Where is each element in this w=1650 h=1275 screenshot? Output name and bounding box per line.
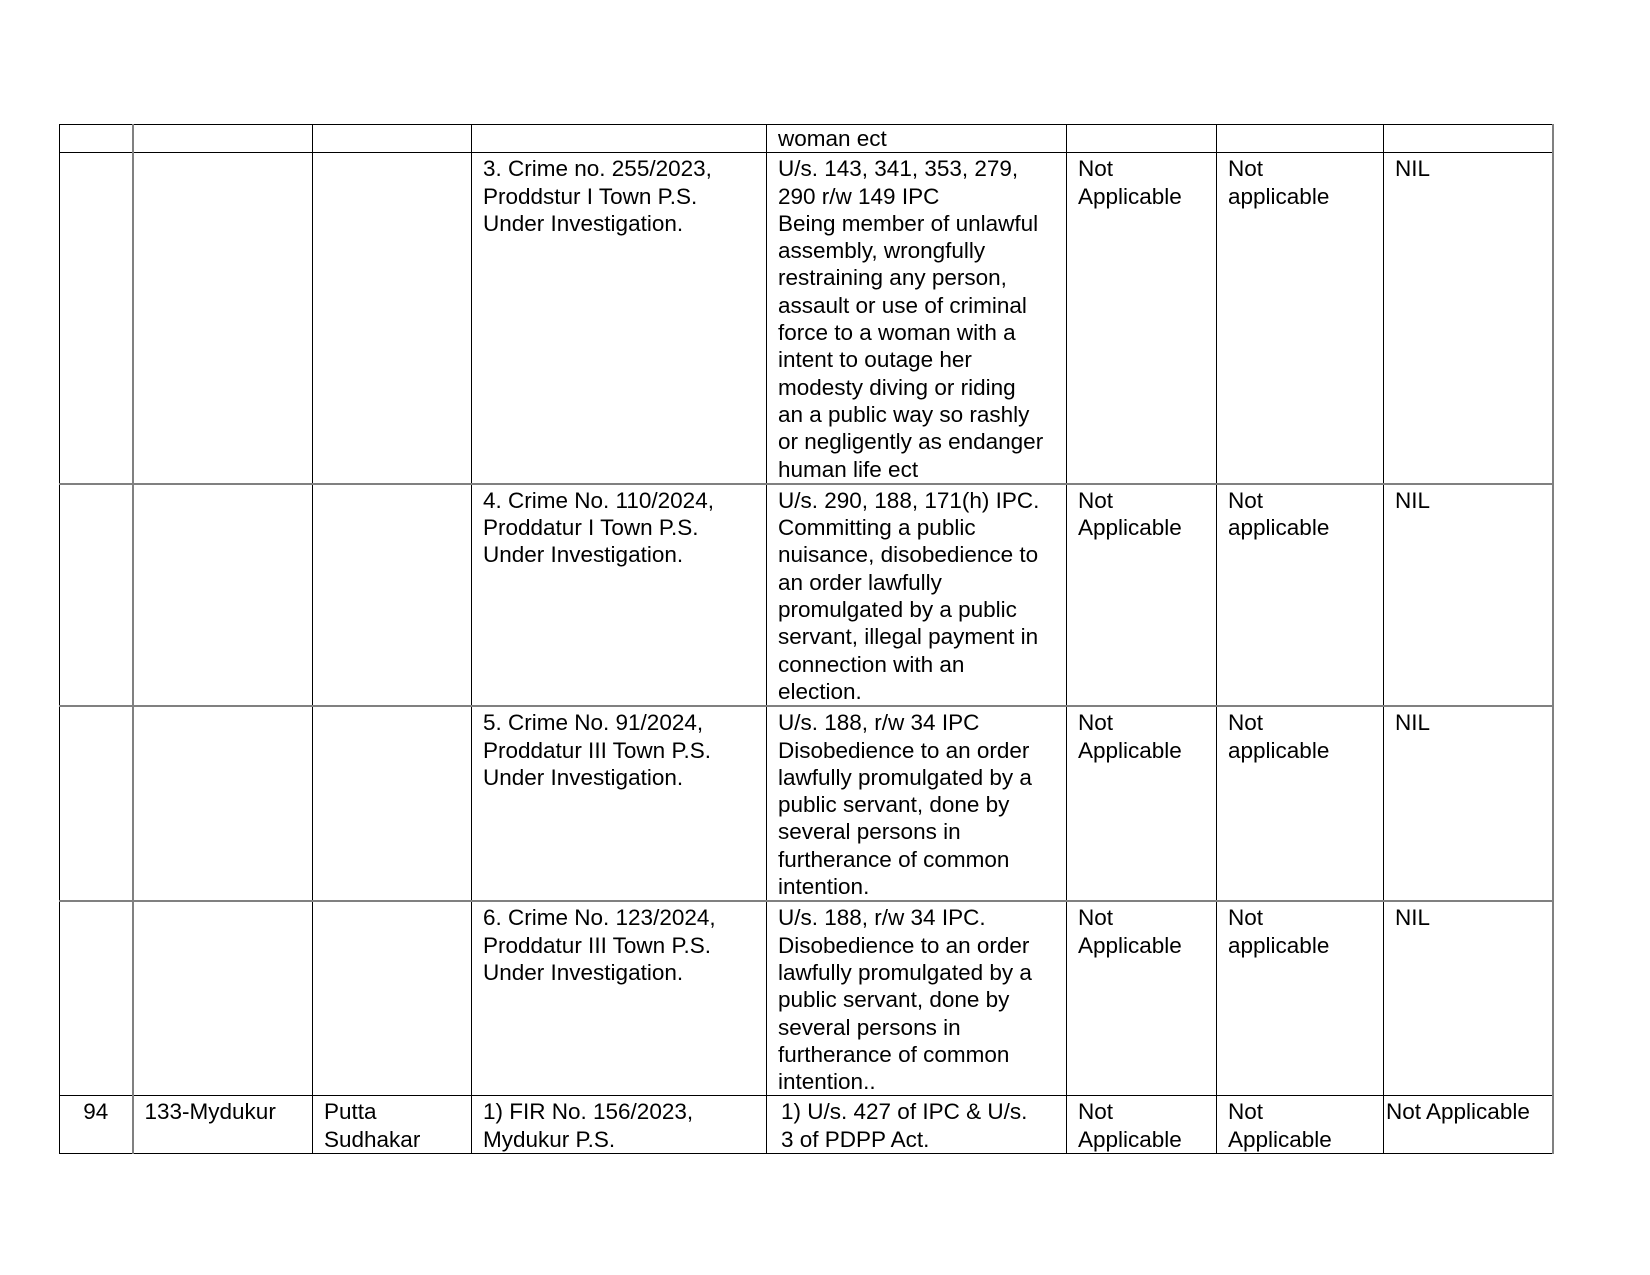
sections-cell bbox=[767, 125, 1067, 153]
col7-text: Not applicable bbox=[1228, 487, 1330, 541]
col8-cell bbox=[1384, 125, 1553, 153]
sections-text: woman ect bbox=[778, 126, 887, 151]
col7-text bbox=[1217, 125, 1383, 127]
case-cell bbox=[472, 153, 767, 484]
serial-number bbox=[60, 902, 132, 904]
candidate-name bbox=[313, 707, 471, 709]
col7-text: Not applicable bbox=[1228, 905, 1330, 958]
col8-text: NIL bbox=[1395, 156, 1431, 182]
candidate-cell bbox=[313, 153, 472, 484]
serial-cell bbox=[60, 153, 133, 484]
col6-cell bbox=[1067, 901, 1217, 1096]
case-cell bbox=[472, 706, 767, 901]
serial-number bbox=[60, 125, 132, 127]
col6-text: Not Applicable bbox=[1078, 710, 1182, 763]
criminal-cases-table bbox=[59, 124, 1554, 1154]
col8-text bbox=[1384, 125, 1552, 127]
col6-cell bbox=[1067, 706, 1217, 901]
candidate-cell bbox=[313, 125, 472, 153]
col8-cell bbox=[1384, 706, 1553, 901]
sections-text: U/s. 143, 341, 353, 279, 290 r/w 149 IPC Being member of unlawful assembly, wrongfully restraining any person, assault or use of criminal force to a woman with a intent to outage her modesty diving or riding an a public way so rashly or negligently as endanger human life ect bbox=[778, 156, 1044, 482]
col8-cell bbox=[1384, 484, 1553, 706]
serial-cell bbox=[60, 125, 133, 153]
sections-cell bbox=[767, 484, 1067, 706]
sections-text: U/s. 188, r/w 34 IPC. Disobedience to an order lawfully promulgated by a public servant, done by several persons in furtherance of common intention.. bbox=[778, 905, 1032, 1095]
serial-cell bbox=[60, 484, 133, 706]
case-details: 3. Crime no. 255/2023, Proddstur I Town P.S. Under Investigation. bbox=[483, 156, 712, 236]
case-details: 5. Crime No. 91/2024, Proddatur III Town P.S. Under Investigation. bbox=[483, 710, 712, 790]
candidate-cell bbox=[313, 706, 472, 901]
case-cell bbox=[472, 125, 767, 153]
case-details bbox=[472, 125, 766, 127]
serial-cell bbox=[60, 1096, 133, 1154]
col7-cell bbox=[1217, 1096, 1384, 1154]
sections-cell bbox=[767, 153, 1067, 484]
constituency-cell bbox=[133, 153, 313, 484]
serial-number bbox=[60, 485, 132, 487]
case-cell bbox=[472, 901, 767, 1096]
sections-text: 1) U/s. 427 of IPC & U/s. 3 of PDPP Act. bbox=[781, 1099, 1028, 1152]
constituency-cell bbox=[133, 125, 313, 153]
candidate-name bbox=[313, 902, 471, 904]
candidate-cell bbox=[313, 484, 472, 706]
constituency-cell bbox=[133, 901, 313, 1096]
col8-cell bbox=[1384, 901, 1553, 1096]
serial-cell bbox=[60, 706, 133, 901]
col6-cell bbox=[1067, 1096, 1217, 1154]
col6-cell bbox=[1067, 153, 1217, 484]
col6-text: Not Applicable bbox=[1078, 905, 1182, 958]
col6-text bbox=[1067, 125, 1216, 127]
constituency-text bbox=[134, 153, 313, 155]
col6-text: Not Applicable bbox=[1078, 156, 1182, 209]
col6-text: Not Applicable bbox=[1078, 487, 1182, 541]
constituency-cell bbox=[133, 706, 313, 901]
col7-text: Not Applicable bbox=[1228, 1099, 1332, 1152]
candidate-name bbox=[313, 153, 471, 155]
col8-text: NIL bbox=[1395, 710, 1431, 736]
constituency-cell bbox=[133, 1096, 313, 1154]
candidate-name: Putta Sudhakar bbox=[324, 1099, 421, 1152]
candidate-cell bbox=[313, 1096, 472, 1154]
col8-text: NIL bbox=[1395, 487, 1431, 513]
table-row bbox=[60, 125, 1553, 153]
col6-cell bbox=[1067, 484, 1217, 706]
serial-cell bbox=[60, 901, 133, 1096]
candidate-name bbox=[313, 485, 471, 487]
candidate-name bbox=[313, 125, 471, 127]
serial-number bbox=[60, 707, 132, 709]
col7-cell bbox=[1217, 484, 1384, 706]
case-details: 1) FIR No. 156/2023, Mydukur P.S. bbox=[483, 1099, 694, 1152]
serial-number: 94 bbox=[83, 1099, 109, 1125]
sections-cell bbox=[767, 901, 1067, 1096]
col7-text: Not applicable bbox=[1228, 710, 1330, 763]
sections-text: U/s. 188, r/w 34 IPC Disobedience to an order lawfully promulgated by a public servant, done by several persons in furtherance of common intention. bbox=[778, 710, 1032, 900]
col6-cell bbox=[1067, 125, 1217, 153]
col8-text: Not Applicable bbox=[1386, 1099, 1530, 1125]
constituency-text bbox=[134, 125, 313, 127]
col7-cell bbox=[1217, 901, 1384, 1096]
sections-text: U/s. 290, 188, 171(h) IPC. Committing a public nuisance, disobedience to an order lawfully promulgated by a public servant, illegal payment in connection with an election. bbox=[778, 487, 1040, 704]
case-cell bbox=[472, 1096, 767, 1154]
constituency-text bbox=[134, 485, 313, 487]
sections-cell bbox=[767, 1096, 1067, 1154]
constituency-cell bbox=[133, 484, 313, 706]
table-row bbox=[60, 901, 1553, 1096]
case-cell bbox=[472, 484, 767, 706]
col7-cell bbox=[1217, 125, 1384, 153]
col6-text: Not Applicable bbox=[1078, 1099, 1182, 1152]
serial-number bbox=[60, 153, 132, 155]
col7-cell bbox=[1217, 153, 1384, 484]
candidate-cell bbox=[313, 901, 472, 1096]
col8-text: NIL bbox=[1395, 905, 1431, 931]
constituency-text bbox=[134, 902, 313, 904]
table-row bbox=[60, 484, 1553, 706]
col8-cell bbox=[1384, 153, 1553, 484]
col7-cell bbox=[1217, 706, 1384, 901]
case-details: 4. Crime No. 110/2024, Proddatur I Town P.S. Under Investigation. bbox=[483, 487, 714, 568]
sections-cell bbox=[767, 706, 1067, 901]
constituency-text bbox=[134, 707, 313, 709]
table-row bbox=[60, 706, 1553, 901]
col8-cell bbox=[1384, 1096, 1553, 1154]
table-row bbox=[60, 153, 1553, 484]
col7-text: Not applicable bbox=[1228, 156, 1330, 209]
constituency-text: 133-Mydukur bbox=[144, 1099, 276, 1125]
table-row bbox=[60, 1096, 1553, 1154]
case-details: 6. Crime No. 123/2024, Proddatur III Town P.S. Under Investigation. bbox=[483, 905, 716, 985]
